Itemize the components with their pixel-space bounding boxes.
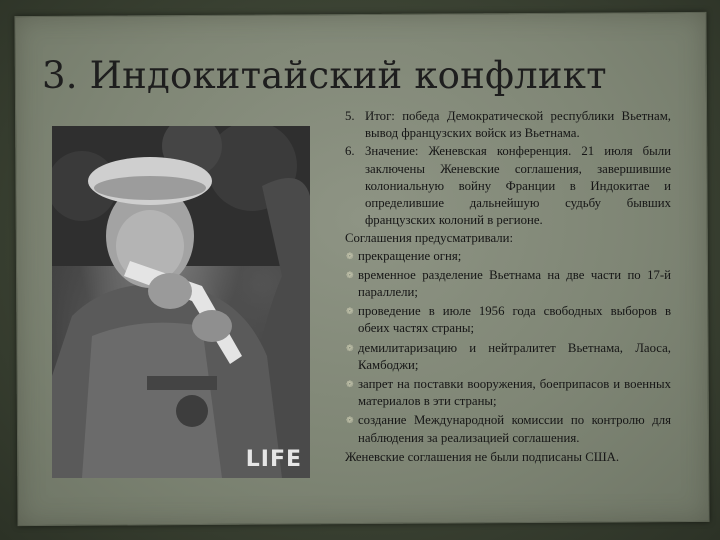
item-number: 6. (345, 144, 355, 159)
item-text: Значение: Женевская конференция. 21 июля были заключены Женевские соглашения, завершившие колониальную войну Франции в Индокитае и определившие дальнейшую судьбу бывших французских колоний в регионе. (365, 144, 671, 228)
agreements-list (345, 248, 671, 447)
numbered-item-6 (345, 143, 671, 229)
slide-content (345, 108, 671, 466)
bullet-icon: ❁ (346, 415, 354, 426)
historical-photo (52, 126, 310, 478)
bullet-icon: ❁ (346, 379, 354, 390)
list-item: ❁ прекращение огня; (346, 248, 462, 263)
footer-note: Женевские соглашения не были подписаны США. (345, 449, 620, 464)
item-number: 5. (345, 109, 355, 123)
list-item: ❁ проведение в июле 1956 года свободных выборов в обеих частях страны; (346, 304, 671, 336)
life-logo: LIFE (245, 447, 302, 472)
list-item: ❁ временное разделение Вьетнама на две части по 17-й параллели; (346, 267, 671, 300)
list-item: ❁ демилитаризацию и нейтралитет Вьетнама, Лаоса, Камбоджи; (346, 340, 671, 372)
bullet-icon: ❁ (346, 269, 354, 280)
list-item: ❁ запрет на поставки вооружения, боеприпасов и военных материалов в эти страны; (346, 377, 671, 409)
item-text: Итог: победа Демократической республики Вьетнам, вывод французских войск из Вьетнама. (365, 109, 671, 141)
agreements-intro: Соглашения предусматривали: (345, 231, 514, 246)
numbered-item-5 (345, 108, 671, 142)
list-item: ❁ создание Международной комиссии по контролю для наблюдения за реализацией соглашения. (346, 413, 671, 445)
bullet-icon: ❁ (346, 250, 354, 261)
photo-illustration (52, 126, 310, 478)
slide-title: 3. Индокитайский конфликт (42, 54, 607, 97)
bullet-icon: ❁ (346, 342, 354, 353)
bullet-icon: ❁ (346, 306, 354, 317)
